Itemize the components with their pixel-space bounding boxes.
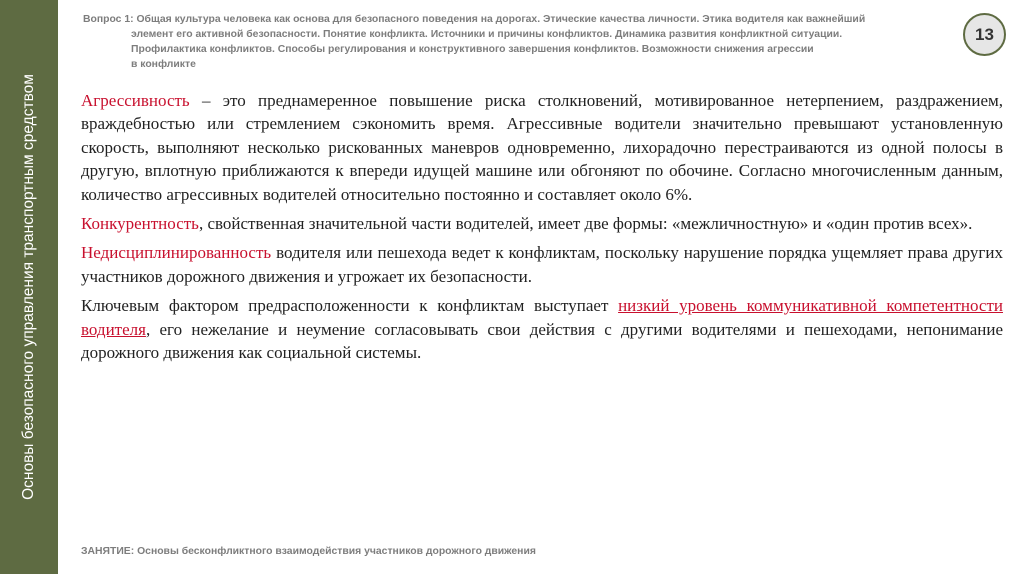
- paragraph-1-text: – это преднамеренное повышение риска столкновений, мотивированное нетерпением, раздражением, враждебностью или стремлением сэкономить время. Агрессивные водители значительно превышают установленную скорость, выполняют несколько рискованных маневров одновременно, лихорадочно перестраиваются из одной полосы в другую, вплотную приближаются к впереди идущей машине или обгоняют по обочине. Согласно многочисленным данным, количество агрессивных водителей относительно постоянно и составляет около 6%.: [81, 91, 1003, 204]
- term-competitiveness: Конкурентность: [81, 214, 199, 234]
- paragraph-key-factor: [81, 294, 1003, 364]
- paragraph-2-text: , свойственная значительной части водителей, имеет две формы: «межличностную» и «один против всех».: [198, 214, 973, 234]
- paragraph-indiscipline: [81, 241, 1003, 288]
- paragraph-aggressiveness: [81, 89, 1003, 206]
- paragraph-4-after: , его нежелание и неумение согласовывать свои действия с другими водителями и пешеходами, непонимание дорожного движения как социальной системы.: [81, 319, 1003, 363]
- paragraph-4-before: Ключевым фактором предрасположенности к конфликтам выступает: [81, 296, 619, 316]
- paragraph-3-text: водителя или пешехода ведет к конфликтам, поскольку нарушение порядка ущемляет права других участников дорожного движения и угрожает их безопасности.: [81, 243, 1003, 286]
- slide-footer: ЗАНЯТИЕ: Основы бесконфликтного взаимодействия участников дорожного движения: [81, 546, 536, 557]
- header-line-2: элемент его активной безопасности. Понятие конфликта. Источники и причины конфликтов. Динамика развития конфликтной ситуации.: [131, 29, 843, 40]
- slide-body: [81, 89, 1003, 370]
- term-aggressiveness: Агрессивность: [81, 91, 190, 110]
- sidebar-title: Основы безопасного управления транспортным средством: [20, 74, 37, 500]
- paragraph-competitiveness: [81, 212, 1003, 235]
- slide-number-badge: [963, 13, 1006, 56]
- sidebar: [0, 0, 58, 574]
- header-line-3: Профилактика конфликтов. Способы регулирования и конструктивного завершения конфликтов. Возможности снижения агрессии: [131, 44, 814, 55]
- term-indiscipline: Недисциплинированность: [81, 243, 272, 263]
- highlight-low-competence: низкий уровень коммуникативной компетентности водителя: [81, 296, 1003, 339]
- header-line-4: в конфликте: [131, 59, 196, 70]
- slide-number: 13: [975, 24, 994, 44]
- slide-header: [83, 12, 951, 72]
- header-line-1: Вопрос 1: Общая культура человека как основа для безопасного поведения на дорогах. Этические качества личности. Этика водителя как важнейший: [83, 14, 866, 25]
